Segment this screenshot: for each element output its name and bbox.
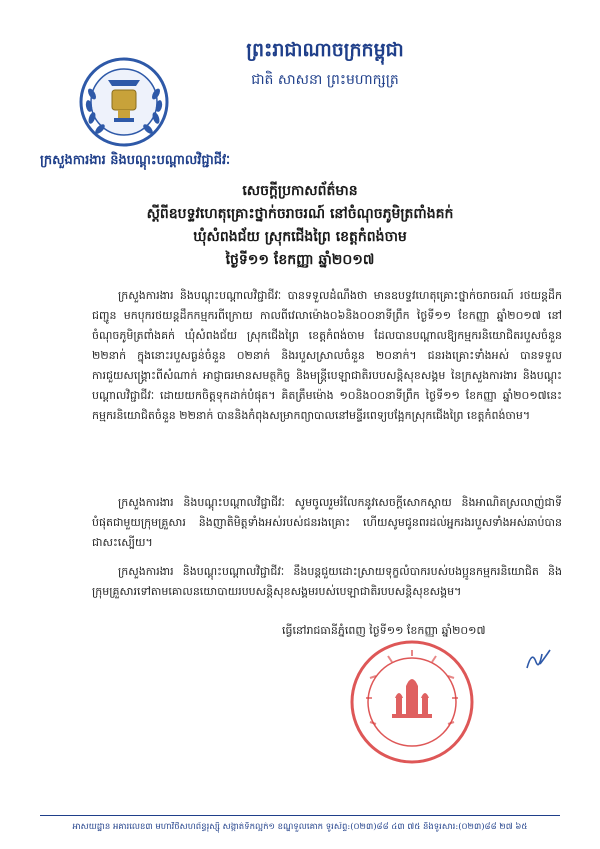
kingdom-name: ព្រះរាជាណាចក្រកម្ពុជា	[246, 39, 404, 61]
title-line: ស្តីពីឧបទ្ទវហេតុគ្រោះថ្នាក់ចរាចរណ៍ នៅចំណុចភូមិត្រពាំងគក់	[146, 206, 454, 222]
title-line: ថ្ងៃទី១១ ខែកញ្ញា ឆ្នាំ២០១៧	[225, 252, 375, 268]
body-paragraph: ក្រសួងការងារ និងបណ្តុះបណ្តាលវិជ្ជាជីវៈ នឹងបន្តជួយដោះស្រាយទុក្ខលំបាករបស់បងប្អូនកម្មករនិយោជិត និងក្រុមគ្រួសារទៅតាមគោលនយោបាយរបបសន្តិសុខសង្គមរបស់បេឡាជាតិរបបសន្តិសុខសង្គម។	[92, 565, 562, 598]
kingdom-header	[190, 38, 460, 91]
body-paragraph: ក្រសួងការងារ និងបណ្តុះបណ្តាលវិជ្ជាជីវៈ សូមចូលរួមរំលែកនូវសេចក្តីសោកស្តាយ និងអាណិតស្រលាញ់ជាទីបំផុតជាមួយក្រុមគ្រួសារ និងញាតិមិត្តទាំងអស់របស់ជនរងគ្រោះ ហើយសូមជូនពរដល់អ្នករងរបួសទាំងអស់ឆាប់បានជាសះស្បើយ។	[92, 496, 562, 549]
body-paragraph: ក្រសួងការងារ និងបណ្តុះបណ្តាលវិជ្ជាជីវៈ បានទទួលដំណឹងថា មានឧបទ្ទវហេតុគ្រោះថ្នាក់ចរាចរណ៍ រថយន្តដឹកជញ្ជូន មកបុករថយន្តដឹកកម្មករពីក្រោយ កាលពីវេលាម៉ោង០៦និង០០នាទីព្រឹក ថ្ងៃទី១១ ខែកញ្ញា ឆ្នាំ២០១៧ នៅចំណុចភូមិត្រពាំងគក់ ឃុំសំពងជ័យ ស្រុកជើងព្រៃ ខេត្តកំពង់ចាម ដែលបានបណ្តាលឱ្យកម្មករនិយោជិតរបួសចំនួន ២២នាក់ ក្នុងនោះរបួសធ្ងន់ចំនួន ០២នាក់ និងរបួសស្រាលចំនួន ២០នាក់។ ជនរងគ្រោះទាំងអស់ បានទទួលការជួយសង្គ្រោះពីសំណាក់ អាជ្ញាធរមានសមត្ថកិច្ច និងមន្ត្រីបេឡាជាតិរបបសន្តិសុខសង្គម នៃក្រសួងការងារ និងបណ្តុះបណ្តាលវិជ្ជាជីវៈ ដោយយកចិត្តទុកដាក់បំផុត។ គិតត្រឹមម៉ោង ១០និង០០នាទីព្រឹក ថ្ងៃទី១១ ខែកញ្ញា ឆ្នាំ២០១៧នេះ កម្មករនិយោជិតចំនួន ២២នាក់ បាននិងកំពុងសម្រាកព្យាបាលនៅមន្ទីរពេទ្យបង្អែកស្រុកជើងព្រៃ ខេត្តកំពង់ចាម។	[92, 289, 562, 422]
title-line: ឃុំសំពងជ័យ ស្រុកជើងព្រៃ ខេត្តកំពង់ចាម	[193, 229, 407, 245]
date-line: ធ្វើនៅរាជធានីភ្នំពេញ ថ្ងៃទី១១ ខែកញ្ញា ឆ្នាំ២០១៧	[282, 624, 486, 637]
footer-divider	[40, 815, 560, 816]
title-line: សេចក្តីប្រកាសព័ត៌មាន	[242, 183, 358, 199]
footer-address: អាសយដ្ឋាន អគារលេខ៣ មហាវិថីសហព័ន្ធរុស្ស៊ី សង្កាត់ទឹកល្អក់១ ខណ្ឌទួលគោក ទូរស័ព្ទ:(០២៣)៨៨ ៤៣ ៧៥ និងទូរសារ:(០២៣)៨៨ ២៧ ៦៥	[72, 822, 528, 832]
national-motto: ជាតិ សាសនា ព្រះមហាក្សត្រ	[251, 72, 399, 88]
ministry-name: ក្រសួងការងារ និងបណ្តុះបណ្តាលវិជ្ជាជីវៈ	[40, 153, 231, 168]
ministry-logo	[78, 56, 170, 148]
signature-mark	[524, 646, 554, 672]
document-title	[90, 180, 510, 272]
official-seal-stamp	[348, 638, 476, 766]
